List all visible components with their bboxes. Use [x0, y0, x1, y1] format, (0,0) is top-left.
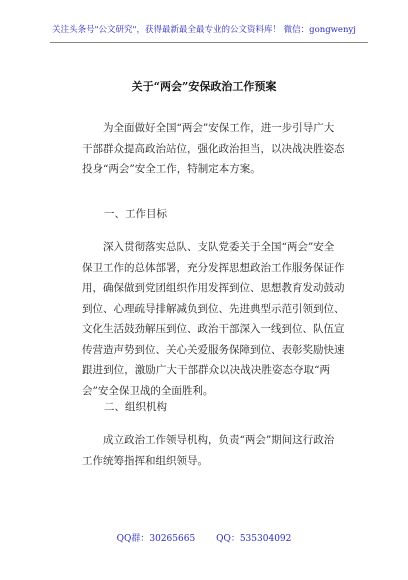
footer-qq: QQ：535304092 — [216, 534, 292, 544]
section1-heading: 一、工作目标 — [104, 208, 167, 220]
section1-paragraph — [82, 237, 345, 401]
footer-qq-group: QQ群：30265665 — [116, 534, 196, 544]
section1-line: 传营造声势到位、关心关爱服务保障到位、表彰奖励快速 — [82, 343, 345, 356]
section2-line: 成立政治工作领导机构，负责“两会”期间这行政治 — [103, 434, 335, 446]
header-note: 关注头条号"公文研究"，获得最新最全最专业的公文资料库！ 微信：gongwenyj — [52, 25, 356, 35]
section2-heading: 二、组织机构 — [104, 401, 167, 413]
section1-line: 到位、心理疏导排解减负到位、先进典型示范引领到位、 — [82, 302, 345, 315]
section1-line: 会”安全保卫战的全面胜利。 — [82, 384, 214, 397]
section1-line: 保卫工作的总体部署，充分发挥思想政治工作服务保证作 — [82, 261, 345, 274]
section1-line: 深入贯彻落实总队、支队党委关于全国“两会”安全 — [103, 241, 335, 253]
intro-line: 为全面做好全国“两会”安保工作，进一步引导广大 — [103, 122, 335, 134]
footer — [0, 531, 408, 544]
header-divider — [50, 42, 368, 43]
section1-line: 用，确保做到党团组织作用发挥到位、思想教育发动鼓动 — [82, 282, 345, 294]
section1-line: 跟进到位，激励广大干部群众以决战决胜姿态夺取“两 — [82, 364, 330, 376]
section1-line: 文化生活鼓劲解压到位、政治干部深入一线到位、队伍宣 — [82, 323, 345, 335]
section2-line: 工作统筹指挥和组织领导。 — [82, 454, 208, 467]
section2-paragraph — [82, 430, 335, 471]
intro-line: 投身“两会”安全工作，特制定本方案。 — [82, 163, 261, 175]
intro-paragraph — [82, 118, 345, 180]
intro-line: 干部群众提高政治站位，强化政治担当，以决战决胜姿态 — [82, 142, 345, 155]
document-title: 关于“两会”安保政治工作预案 — [131, 80, 277, 93]
